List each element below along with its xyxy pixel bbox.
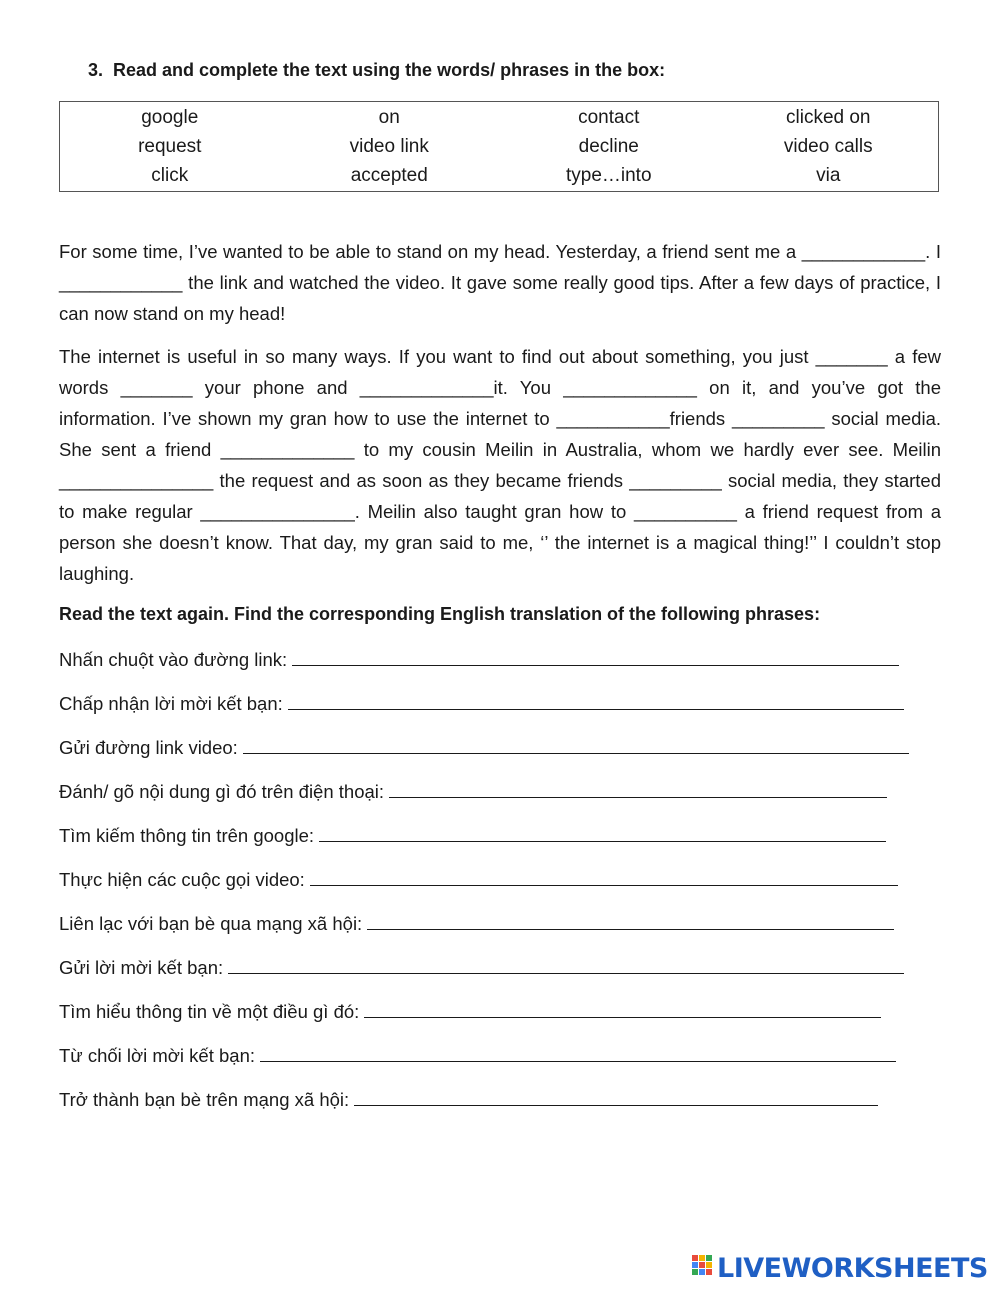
word-box	[59, 101, 939, 192]
word-box-item: google	[141, 107, 199, 128]
answer-line[interactable]	[292, 645, 899, 666]
answer-line[interactable]	[389, 777, 887, 798]
passage-paragraph-2: The internet is useful in so many ways. If you want to find out about something, you just _______ a few words _______ your phone and _____________it. You _____________ on it, and you’ve got the information. I’ve shown my gran how to use the internet to ___________friends _________ social media. She sent a friend _____________ to my cousin Meilin in Australia, whom we hardly ever see. Meilin _______________ the request and as soon as they became friends _________ social media, they started to make regular _______________. Meilin also taught gran how to __________ a friend request from a person she doesn’t know. That day, my gran said to me, ‘’ the internet is a magical thing!’’ I couldn’t stop laughing.	[59, 346, 941, 584]
translation-item	[59, 689, 929, 733]
exercise-instruction: Read and complete the text using the words/ phrases in the box:	[113, 60, 666, 80]
translation-item	[59, 645, 929, 689]
answer-line[interactable]	[243, 733, 909, 754]
translation-prompt: Gửi lời mời kết bạn:	[59, 957, 224, 978]
translation-item	[59, 865, 929, 909]
liveworksheets-logo-text: LIVEWORKSHEETS	[717, 1252, 988, 1284]
answer-line[interactable]	[310, 865, 898, 886]
translation-prompt: Tìm hiểu thông tin về một điều gì đó:	[59, 1001, 360, 1022]
word-box-item: video calls	[783, 136, 873, 157]
translation-prompt: Thực hiện các cuộc gọi video:	[59, 869, 305, 890]
word-box-item: on	[378, 107, 400, 128]
passage-paragraph-1: For some time, I’ve wanted to be able to stand on my head. Yesterday, a friend sent me a ____________. I ____________ the link and watched the video. It gave some really good tips. After a few days of practice, I can now stand on my head!	[59, 241, 941, 324]
translation-prompt: Nhấn chuột vào đường link:	[59, 649, 288, 670]
translation-item	[59, 777, 929, 821]
answer-line[interactable]	[260, 1041, 896, 1062]
translation-heading: Read the text again. Find the corresponding English translation of the following phrases:	[59, 604, 821, 624]
word-box-item: contact	[578, 107, 640, 128]
word-box-item: type…into	[565, 165, 652, 186]
translation-item	[59, 1041, 929, 1085]
translation-item	[59, 953, 929, 997]
translation-item	[59, 821, 929, 865]
translation-item	[59, 1085, 929, 1129]
translation-prompt: Liên lạc với bạn bè qua mạng xã hội:	[59, 913, 363, 934]
translation-prompt: Tìm kiếm thông tin trên google:	[59, 825, 315, 846]
answer-line[interactable]	[367, 909, 894, 930]
answer-line[interactable]	[319, 821, 886, 842]
exercise-title	[88, 60, 665, 81]
translation-item	[59, 997, 929, 1041]
word-box-item: clicked on	[786, 107, 871, 128]
translation-prompt: Gửi đường link video:	[59, 737, 238, 758]
translation-prompt: Chấp nhận lời mời kết bạn:	[59, 693, 283, 714]
answer-line[interactable]	[228, 953, 904, 974]
answer-line[interactable]	[364, 997, 881, 1018]
translation-prompt: Trở thành bạn bè trên mạng xã hội:	[59, 1089, 350, 1110]
translation-item	[59, 733, 929, 777]
word-box-item: click	[151, 165, 189, 186]
word-box-item: decline	[578, 136, 639, 157]
answer-line[interactable]	[354, 1085, 878, 1106]
answer-line[interactable]	[288, 689, 904, 710]
translation-prompt: Từ chối lời mời kết bạn:	[59, 1045, 256, 1066]
word-box-item: request	[138, 136, 202, 157]
translation-list	[59, 645, 929, 1129]
liveworksheets-logo-icon	[692, 1255, 714, 1281]
translation-item	[59, 909, 929, 953]
word-box-item: via	[816, 165, 841, 186]
translation-prompt: Đánh/ gõ nội dung gì đó trên điện thoại:	[59, 781, 385, 802]
exercise-number: 3.	[88, 60, 104, 80]
liveworksheets-logo	[692, 1252, 988, 1284]
word-box-item: accepted	[350, 165, 428, 186]
word-box-item: video link	[349, 136, 429, 157]
